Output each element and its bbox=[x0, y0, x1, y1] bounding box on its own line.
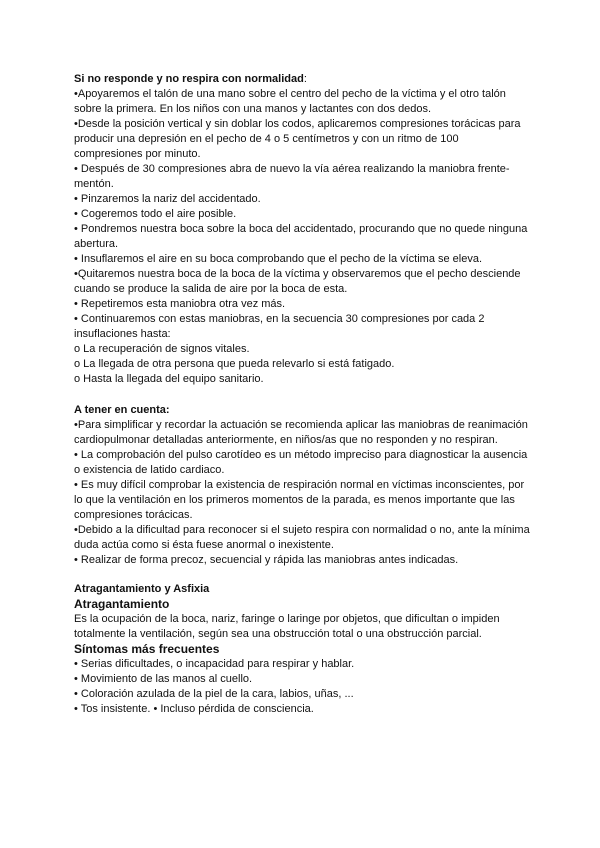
symptom-item: • Movimiento de las manos al cuello. bbox=[74, 673, 253, 685]
paragraph: • Repetiremos esta maniobra otra vez más. bbox=[74, 298, 286, 310]
paragraph: •Quitaremos nuestra boca de la boca de la víctima y observaremos que el pecho desciende cuando se produce la salida de aire por la boca de esta. bbox=[74, 268, 521, 295]
paragraph: •Apoyaremos el talón de una mano sobre el centro del pecho de la víctima y el otro talón sobre la primera. En los niños con una manos y lactantes con dos dedos. bbox=[74, 88, 506, 115]
heading-suffix: : bbox=[303, 73, 307, 85]
section-no-responde bbox=[74, 72, 530, 387]
paragraph: • Pinzaremos la nariz del accidentado. bbox=[74, 193, 261, 205]
paragraph: •Debido a la dificultad para reconocer si el sujeto respira con normalidad o no, ante la mínima duda actúa como si ésta fuese anormal o inexistente. bbox=[74, 524, 530, 551]
paragraph: • Insuflaremos el aire en su boca comprobando que el pecho de la víctima se eleva. bbox=[74, 253, 483, 265]
paragraph: • Pondremos nuestra boca sobre la boca del accidentado, procurando que no quede ninguna abertura. bbox=[74, 223, 528, 250]
section-subheading: Atragantamiento bbox=[74, 597, 170, 611]
paragraph: o La recuperación de signos vitales. bbox=[74, 343, 250, 355]
paragraph: o La llegada de otra persona que pueda relevarlo si está fatigado. bbox=[74, 358, 395, 370]
paragraph: •Desde la posición vertical y sin doblar los codos, aplicaremos compresiones torácicas para producir una depresión en el pecho de 4 o 5 centímetros y con un ritmo de 100 compresiones por minuto. bbox=[74, 118, 521, 160]
symptom-item: • Tos insistente. • Incluso pérdida de consciencia. bbox=[74, 703, 314, 715]
paragraph: • Cogeremos todo el aire posible. bbox=[74, 208, 237, 220]
paragraph: • Realizar de forma precoz, secuencial y rápida las maniobras antes indicadas. bbox=[74, 554, 459, 566]
section-heading: Atragantamiento y Asfixia bbox=[74, 583, 210, 595]
paragraph: • Continuaremos con estas maniobras, en la secuencia 30 compresiones por cada 2 insuflaciones hasta: bbox=[74, 313, 485, 340]
heading-text: Si no responde y no respira con normalidad bbox=[74, 73, 304, 85]
paragraph: • La comprobación del pulso carotídeo es un método impreciso para diagnosticar la ausencia o existencia de latido cardiaco. bbox=[74, 449, 528, 476]
paragraph: o Hasta la llegada del equipo sanitario. bbox=[74, 373, 264, 385]
paragraph: • Después de 30 compresiones abra de nuevo la vía aérea realizando la maniobra frente-mentón. bbox=[74, 163, 510, 190]
section-a-tener-en-cuenta bbox=[74, 403, 530, 568]
symptom-item: • Coloración azulada de la piel de la cara, labios, uñas, ... bbox=[74, 688, 354, 700]
symptom-item: • Serias dificultades, o incapacidad para respirar y hablar. bbox=[74, 658, 355, 670]
paragraph: •Para simplificar y recordar la actuación se recomienda aplicar las maniobras de reanimación cardiopulmonar detalladas anteriormente, en niños/as que no responden y no respiran. bbox=[74, 419, 528, 446]
section-heading bbox=[74, 72, 530, 87]
section-heading: A tener en cuenta: bbox=[74, 404, 170, 416]
paragraph: • Es muy difícil comprobar la existencia de respiración normal en víctimas inconscientes, por lo que la ventilación en los primeros momentos de la parada, es menos importante que las compresiones torácicas. bbox=[74, 479, 525, 521]
section-atragantamiento bbox=[74, 582, 530, 717]
symptoms-heading: Síntomas más frecuentes bbox=[74, 642, 220, 656]
definition-paragraph: Es la ocupación de la boca, nariz, faringe o laringe por objetos, que dificultan o impiden totalmente la ventilación, según sea una obstrucción total o una obstrucción parcial. bbox=[74, 613, 500, 640]
